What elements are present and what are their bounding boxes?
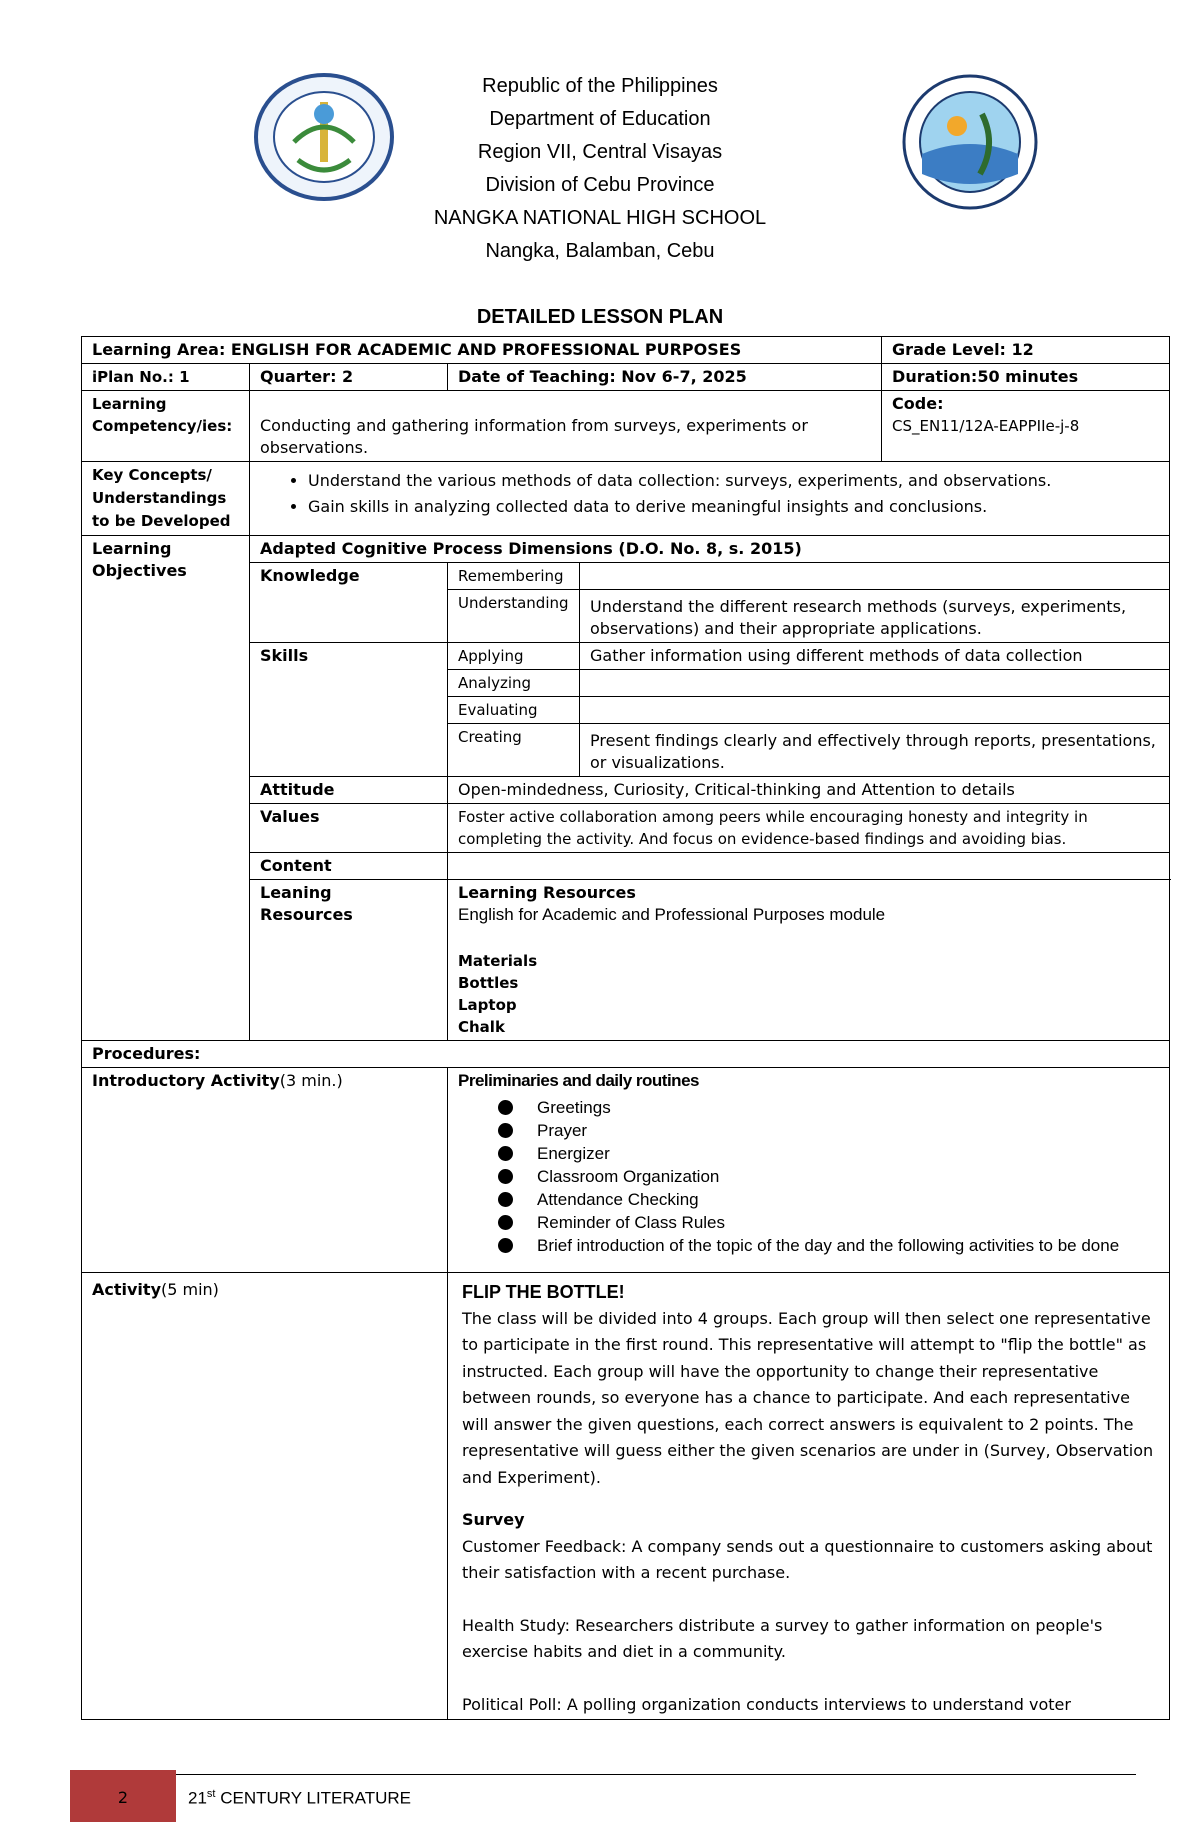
row-activity: [82, 1273, 1170, 1720]
material-item: Laptop: [458, 996, 517, 1014]
list-item: [498, 1119, 1159, 1142]
routine-text: Prayer: [537, 1121, 588, 1140]
quarter: Quarter: 2: [250, 364, 448, 391]
list-item: [498, 1211, 1159, 1234]
understanding-label: Understanding: [448, 590, 580, 643]
footer-title: [188, 1788, 411, 1809]
bullet-icon: [498, 1238, 513, 1253]
evaluating-text: [580, 697, 1170, 724]
evaluating-label: Evaluating: [448, 697, 580, 724]
footer-divider: [176, 1774, 1136, 1775]
learning-area: Learning Area: ENGLISH FOR ACADEMIC AND PROFESSIONAL PURPOSES: [82, 337, 882, 364]
skills-label: Skills: [250, 643, 448, 777]
remembering-text: [580, 563, 1170, 590]
attitude-text: Open-mindedness, Curiosity, Critical-thinking and Attention to details: [448, 777, 1170, 804]
resources-cell: [448, 880, 1170, 1041]
footer-text: st: [206, 1788, 216, 1800]
list-item: [498, 1142, 1159, 1165]
intro-heading: Preliminaries and daily routines: [458, 1071, 699, 1090]
bullet-icon: [498, 1146, 513, 1161]
code-cell: [882, 391, 1170, 462]
routine-text: Attendance Checking: [537, 1190, 699, 1209]
activity-time: (5 min): [161, 1280, 219, 1299]
understanding-text: Understand the different research methods (surveys, experiments, observations) and their appropriate applications.: [580, 590, 1170, 643]
list-item: • Gain skills in analyzing collected data to derive meaningful insights and conclusions.: [308, 494, 1159, 520]
competency-label-line: Learning: [92, 395, 167, 413]
row-key-concepts: [82, 462, 1170, 536]
content-text: [448, 853, 1170, 880]
intro-cell: [448, 1068, 1170, 1273]
code-label: Code:: [892, 394, 944, 413]
routine-text: Classroom Organization: [537, 1167, 720, 1186]
resources-label-line: Resources: [260, 905, 353, 924]
key-concepts-label-line: to be Developed: [92, 512, 231, 530]
activity-label: Activity: [92, 1280, 161, 1299]
applying-text: Gather information using different methods of data collection: [580, 643, 1170, 670]
routine-text: Greetings: [537, 1098, 611, 1117]
header-line: NANGKA NATIONAL HIGH SCHOOL: [433, 207, 767, 229]
survey-scenario: Health Study: Researchers distribute a survey to gather information on people's exercise habits and diet in a community.: [462, 1615, 1103, 1661]
survey-scenario: Customer Feedback: A company sends out a questionnaire to customers asking about their satisfaction with a recent purchase.: [462, 1536, 1153, 1582]
survey-heading: Survey: [462, 1510, 525, 1529]
bullet-icon: [498, 1192, 513, 1207]
list-item: [498, 1234, 1159, 1257]
analyzing-text: [580, 670, 1170, 697]
row-procedures: [82, 1041, 1170, 1068]
competency-cell: [250, 391, 882, 462]
bullet-icon: [498, 1100, 513, 1115]
list-item: • Understand the various methods of data collection: surveys, experiments, and observations.: [308, 468, 1159, 494]
resources-label: [250, 880, 448, 1041]
bullet-icon: [498, 1123, 513, 1138]
objectives-label: [82, 536, 250, 1041]
creating-label: Creating: [448, 724, 580, 777]
routine-text: Reminder of Class Rules: [537, 1213, 726, 1232]
materials-heading: Materials: [458, 952, 538, 970]
content-label: Content: [250, 853, 448, 880]
document-title: DETAILED LESSON PLAN: [476, 306, 724, 328]
header-line: Division of Cebu Province: [485, 174, 715, 196]
bullet-icon: [498, 1215, 513, 1230]
applying-label: Applying: [448, 643, 580, 670]
activity-title: FLIP THE BOTTLE!: [462, 1282, 625, 1302]
date-of-teaching: Date of Teaching: Nov 6-7, 2025: [448, 364, 882, 391]
objectives-label-line: Learning: [92, 539, 172, 558]
attitude-label: Attitude: [250, 777, 448, 804]
survey-scenario: Political Poll: A polling organization conducts interviews to understand voter: [462, 1694, 1071, 1714]
key-concepts-label: [82, 462, 250, 536]
key-concepts-label-line: Key Concepts/: [92, 466, 212, 484]
intro-label: Introductory Activity: [92, 1071, 280, 1090]
activity-cell: [448, 1273, 1170, 1720]
footer-text: 21: [188, 1788, 207, 1808]
routine-text: Brief introduction of the topic of the day and the following activities to be done: [537, 1236, 1120, 1255]
lesson-plan-table: [81, 336, 1170, 1720]
page-number: 2: [117, 1788, 129, 1807]
competency-label-line: Competency/ies:: [92, 417, 233, 435]
material-item: Chalk: [458, 1018, 505, 1036]
row-objectives-heading: [82, 536, 1170, 563]
values-text: Foster active collaboration among peers while encouraging honesty and integrity in completing the activity. And focus on evidence-based findings and avoiding bias.: [448, 804, 1170, 853]
list-item: [498, 1188, 1159, 1211]
competency-code: CS_EN11/12A-EAPPIIe-j-8: [892, 417, 1080, 435]
bullet-icon: [498, 1169, 513, 1184]
key-concepts-label-line: Understandings: [92, 489, 227, 507]
header-line: Region VII, Central Visayas: [477, 141, 723, 163]
resources-label-line: Leaning: [260, 883, 332, 902]
row-iplan: [82, 364, 1170, 391]
grade-level: Grade Level: 12: [882, 337, 1170, 364]
duration: Duration:50 minutes: [882, 364, 1170, 391]
row-competency: [82, 391, 1170, 462]
competency-label: [82, 391, 250, 462]
creating-text: Present findings clearly and effectively through reports, presentations, or visualizations.: [580, 724, 1170, 777]
header-line: Nangka, Balamban, Cebu: [485, 240, 715, 262]
routine-text: Energizer: [537, 1144, 610, 1163]
header-line: Republic of the Philippines: [482, 75, 718, 97]
list-item: [498, 1165, 1159, 1188]
key-concepts-list: [260, 468, 1159, 520]
row-introductory-activity: [82, 1068, 1170, 1273]
key-concepts-cell: [250, 462, 1170, 536]
header-line: Department of Education: [489, 108, 711, 130]
activity-label-cell: [82, 1273, 448, 1720]
school-header: [0, 70, 1200, 268]
competency-text: Conducting and gathering information from surveys, experiments or observations.: [260, 416, 808, 457]
remembering-label: Remembering: [448, 563, 580, 590]
iplan-number: iPlan No.: 1: [82, 364, 250, 391]
footer-text: CENTURY LITERATURE: [215, 1788, 412, 1808]
material-item: Bottles: [458, 974, 519, 992]
row-learning-area: [82, 337, 1170, 364]
analyzing-label: Analyzing: [448, 670, 580, 697]
cognitive-dimensions-heading: Adapted Cognitive Process Dimensions (D.O. No. 8, s. 2015): [250, 536, 1170, 563]
objectives-label-line: Objectives: [92, 561, 187, 580]
procedures-label: Procedures:: [82, 1041, 1170, 1068]
knowledge-label: Knowledge: [250, 563, 448, 643]
values-label: Values: [250, 804, 448, 853]
resources-module: English for Academic and Professional Purposes module: [458, 905, 886, 924]
list-item: [498, 1096, 1159, 1119]
intro-label-cell: [82, 1068, 448, 1273]
resources-heading: Learning Resources: [458, 883, 636, 902]
intro-time: (3 min.): [279, 1071, 343, 1090]
routine-list: [458, 1096, 1159, 1257]
activity-instructions: The class will be divided into 4 groups. Each group will then select one representative to participate in the first round. This representative will attempt to "flip the bottle" as instructed. Each group will have the opportunity to change their representative between rounds, so everyone has a chance to participate. And each representative will answer the given questions, each correct answers is equivalent to 2 points. The representative will guess either the given scenarios are under in (Survey, Observation and Experiment).: [462, 1308, 1154, 1487]
